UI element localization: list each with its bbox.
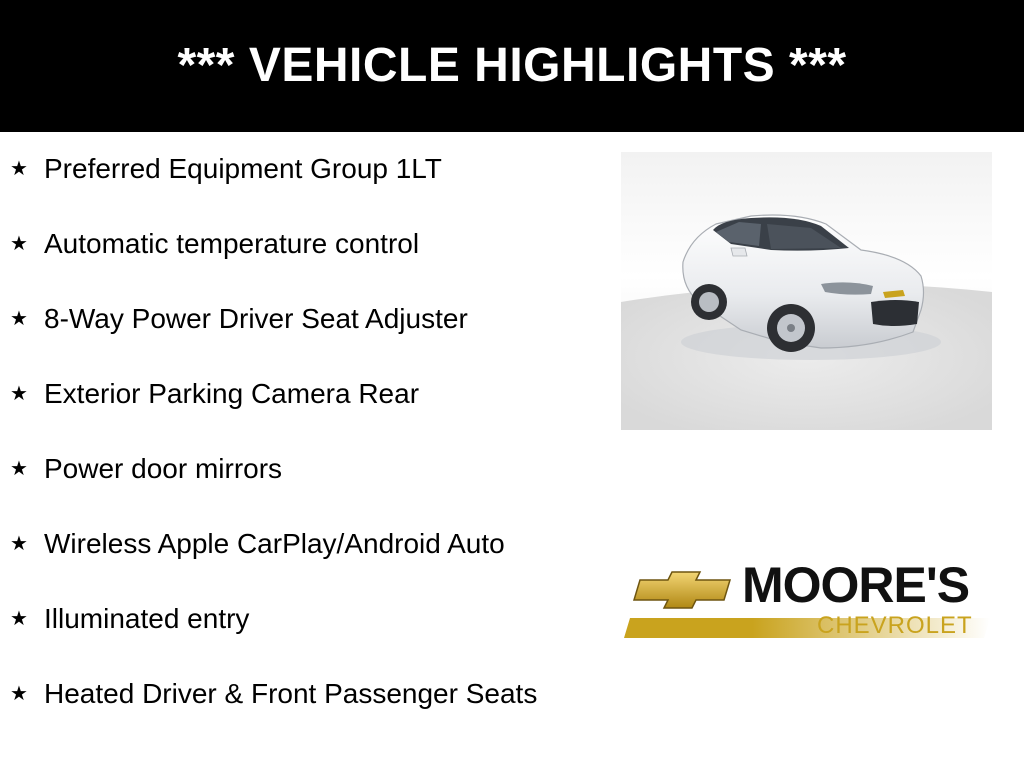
feature-label: Exterior Parking Camera Rear <box>44 378 420 409</box>
feature-item <box>10 677 580 752</box>
vehicle-photo <box>621 152 992 430</box>
page-header <box>0 0 1024 132</box>
feature-label: Heated Driver & Front Passenger Seats <box>44 678 538 709</box>
feature-label: 8-Way Power Driver Seat Adjuster <box>44 303 468 334</box>
vehicle-photo-graphic <box>621 152 992 430</box>
feature-item <box>10 377 580 452</box>
dealer-logo <box>624 557 990 642</box>
star-icon: ★ <box>10 533 28 555</box>
feature-label: Wireless Apple CarPlay/Android Auto <box>44 528 505 559</box>
feature-label: Illuminated entry <box>44 603 250 634</box>
feature-item <box>10 302 580 377</box>
feature-list <box>10 152 580 752</box>
feature-item <box>10 227 580 302</box>
star-icon: ★ <box>10 308 28 330</box>
star-icon: ★ <box>10 683 28 705</box>
star-icon: ★ <box>10 458 28 480</box>
star-icon: ★ <box>10 158 28 180</box>
page-title: *** VEHICLE HIGHLIGHTS *** <box>177 38 847 92</box>
dealer-subname: CHEVROLET <box>817 612 973 639</box>
feature-item <box>10 152 580 227</box>
star-icon: ★ <box>10 383 28 405</box>
feature-label: Preferred Equipment Group 1LT <box>44 153 442 184</box>
feature-label: Automatic temperature control <box>44 228 420 259</box>
feature-label: Power door mirrors <box>44 453 283 484</box>
star-icon: ★ <box>10 233 28 255</box>
star-icon: ★ <box>10 608 28 630</box>
feature-item <box>10 527 580 602</box>
feature-item <box>10 452 580 527</box>
dealer-name: MOORE'S <box>742 557 970 613</box>
feature-item <box>10 602 580 677</box>
